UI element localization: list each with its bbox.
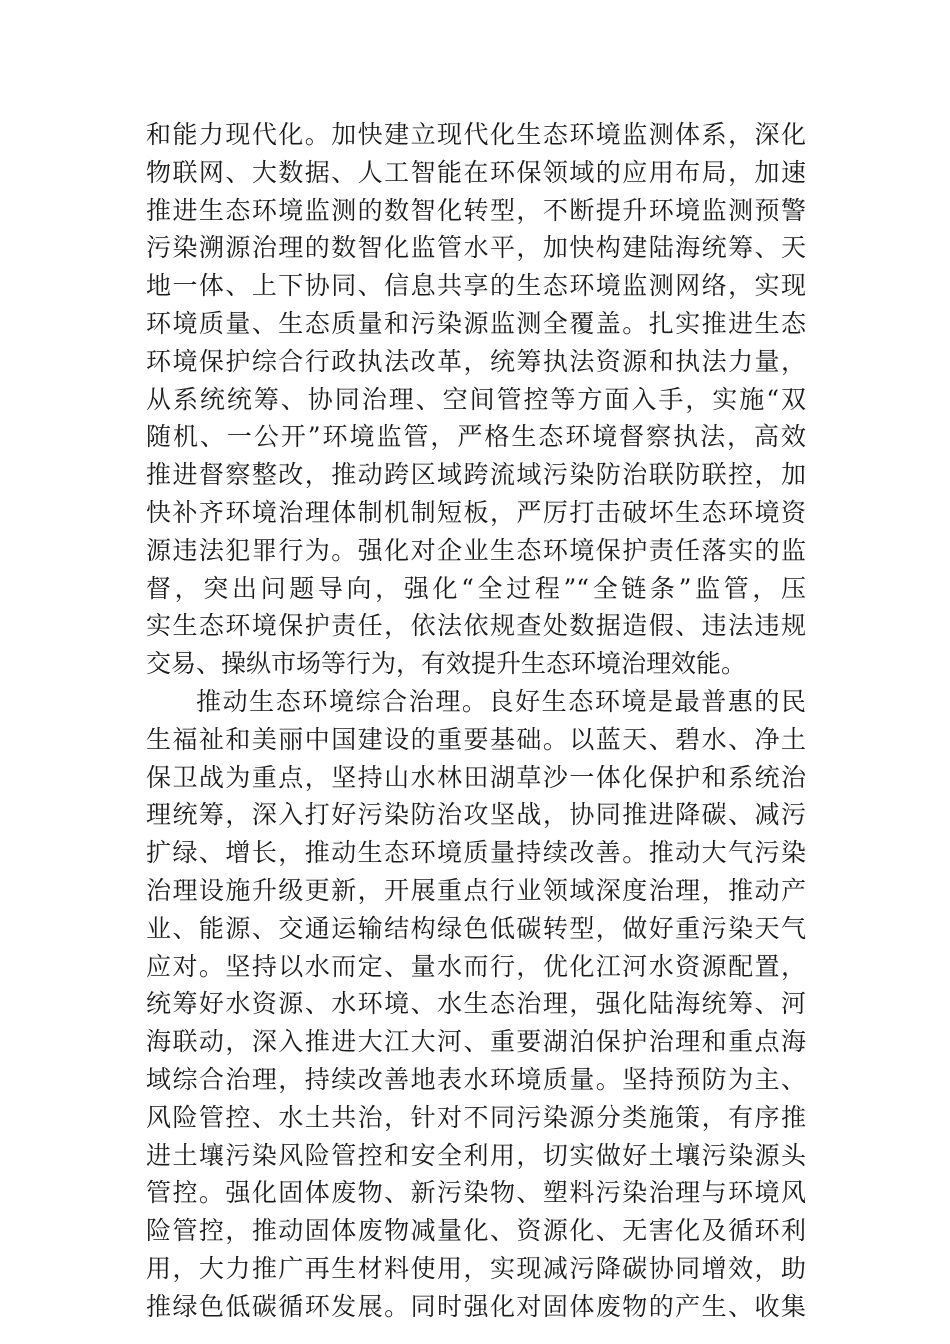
paragraph-end-line: 交易、操纵市场等行为，有效提升生态环境治理效能。 <box>146 649 747 679</box>
text-line: 生福祉和美丽中国建设的重要基础。以蓝天、碧水、净土 <box>146 724 806 754</box>
text-line: 督，突出问题导向，强化“全过程”“全链条”监管，压 <box>146 573 806 603</box>
text-line: 源违法犯罪行为。强化对企业生态环境保护责任落实的监 <box>146 535 806 565</box>
text-line: 海联动，深入推进大江大河、重要湖泊保护治理和重点海 <box>146 1027 806 1057</box>
text-line: 扩绿、增长，推动生态环境质量持续改善。推动大气污染 <box>146 838 806 868</box>
text-line: 风险管控、水土共治，针对不同污染源分类施策，有序推 <box>146 1102 806 1132</box>
text-line: 和能力现代化。加快建立现代化生态环境监测体系，深化 <box>146 120 806 149</box>
text-line: 污染溯源治理的数智化监管水平，加快构建陆海统筹、天 <box>146 233 806 263</box>
text-line: 随机、一公开”环境监管，严格生态环境督察执法，高效 <box>146 422 806 452</box>
text-line: 推进生态环境监测的数智化转型，不断提升环境监测预警 <box>146 195 806 225</box>
text-line: 环境保护综合行政执法改革，统筹执法资源和执法力量， <box>146 346 806 376</box>
text-line: 推绿色低碳循环发展。同时强化对固体废物的产生、收集 <box>146 1291 806 1321</box>
text-line: 保卫战为重点，坚持山水林田湖草沙一体化保护和系统治 <box>146 762 806 792</box>
text-line: 管控。强化固体废物、新污染物、塑料污染治理与环境风 <box>146 1178 806 1208</box>
text-line: 实生态环境保护责任，依法依规查处数据造假、违法违规 <box>146 611 806 641</box>
text-line: 从系统统筹、协同治理、空间管控等方面入手，实施“双 <box>146 384 806 414</box>
text-line: 理统筹，深入打好污染防治攻坚战，协同推进降碳、减污 <box>146 800 806 830</box>
text-line: 业、能源、交通运输结构绿色低碳转型，做好重污染天气 <box>146 913 806 943</box>
text-line: 治理设施升级更新，开展重点行业领域深度治理，推动产 <box>146 875 806 905</box>
text-line: 进土壤污染风险管控和安全利用，切实做好土壤污染源头 <box>146 1140 806 1170</box>
text-line: 应对。坚持以水而定、量水而行，优化江河水资源配置， <box>146 951 806 981</box>
text-line: 域综合治理，持续改善地表水环境质量。坚持预防为主、 <box>146 1064 806 1094</box>
text-line: 用，大力推广再生材料使用，实现减污降碳协同增效，助 <box>146 1253 806 1283</box>
text-line: 快补齐环境治理体制机制短板，严厉打击破坏生态环境资 <box>146 497 806 527</box>
text-line: 环境质量、生态质量和污染源监测全覆盖。扎实推进生态 <box>146 308 806 338</box>
paragraph-start-line: 推动生态环境综合治理。良好生态环境是最普惠的民 <box>196 686 806 716</box>
text-line: 推进督察整改，推动跨区域跨流域污染防治联防联控，加 <box>146 460 806 490</box>
body-text <box>146 116 806 1326</box>
text-line: 地一体、上下协同、信息共享的生态环境监测网络，实现 <box>146 271 806 301</box>
text-line: 统筹好水资源、水环境、水生态治理，强化陆海统筹、河 <box>146 989 806 1019</box>
text-line: 险管控，推动固体废物减量化、资源化、无害化及循环利 <box>146 1216 806 1246</box>
text-line: 物联网、大数据、人工智能在环保领域的应用布局，加速 <box>146 157 806 187</box>
